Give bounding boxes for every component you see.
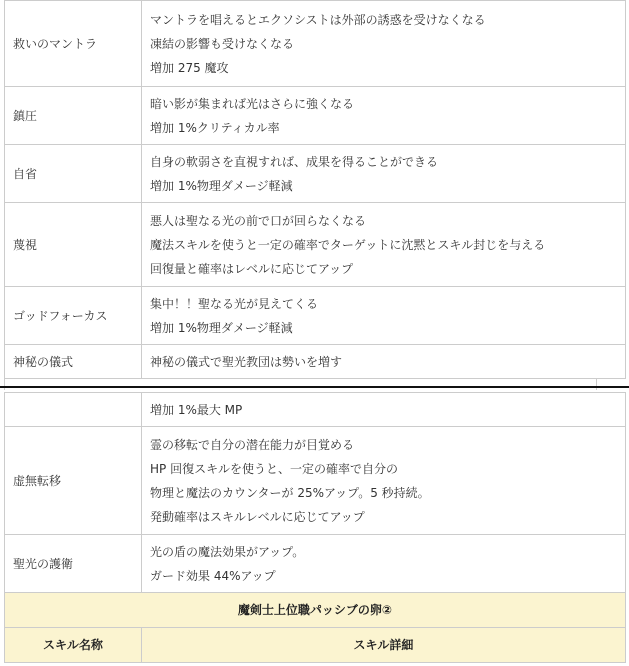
skill-row [5,345,626,379]
skill-detail-line: 魔法スキルを使うと一定の確率でターゲットに沈黙とスキル封じを与える [150,237,546,252]
skill-row [5,145,626,203]
skill-name: 神秘の儀式 [5,345,142,379]
skill-detail-line: 増加 1%物理ダメージ軽減 [150,320,293,335]
skill-name: 虚無転移 [5,427,142,535]
skill-name: 鎮圧 [5,87,142,145]
skill-detail-line: 神秘の儀式で聖光教団は勢いを増す [150,354,343,369]
skill-detail-line: 回復量と確率はレベルに応じてアップ [150,261,354,276]
skill-detail-line: 発動確率はスキルレベルに応じてアップ [150,509,365,524]
skill-detail-line: 悪人は聖なる光の前で口が回らなくなる [150,213,367,228]
skill-table-top [4,0,626,379]
table-header-row [5,628,626,663]
skill-detail-line: 増加 1%最大 MP [150,402,243,417]
skill-name: 救いのマントラ [5,1,142,87]
section-title: 魔剣士上位職パッシブの卵② [5,593,626,628]
skill-name: 蔑視 [5,203,142,287]
skill-detail-line: HP 回復スキルを使うと、一定の確率で自分の [150,461,398,476]
skill-detail-line: 自身の軟弱さを直視すれば、成果を得ることができる [150,154,439,169]
skill-row [5,287,626,345]
skill-detail [142,87,626,145]
skill-table-bottom [4,392,626,663]
page-break-divider [0,386,629,388]
header-skill-name: スキル名称 [5,628,142,663]
skill-detail [142,287,626,345]
skill-row [5,1,626,87]
skill-name: 聖光の護衛 [5,535,142,593]
table-edge-left [4,378,5,390]
skill-row [5,393,626,427]
skill-name: ゴッドフォーカス [5,287,142,345]
skill-detail [142,427,626,535]
skill-row [5,535,626,593]
skill-row [5,203,626,287]
skill-detail-line: 霊の移転で自分の潜在能力が目覚める [150,437,355,452]
skill-detail-line: 増加 1%物理ダメージ軽減 [150,178,293,193]
skill-detail [142,203,626,287]
skill-detail [142,535,626,593]
skill-detail [142,345,626,379]
skill-detail [142,145,626,203]
skill-row [5,427,626,535]
table-edge-right [596,378,597,390]
skill-detail [142,393,626,427]
skill-detail-line: 光の盾の魔法効果がアップ。 [150,544,305,559]
skill-detail-line: 暗い影が集まれば光はさらに強くなる [150,96,355,111]
skill-name [5,393,142,427]
skill-detail-line: 凍結の影響も受けなくなる [150,36,295,51]
section-title-row [5,593,626,628]
skill-detail [142,1,626,87]
skill-detail-line: マントラを唱えるとエクソシストは外部の誘惑を受けなくなる [150,12,486,27]
skill-detail-line: ガード効果 44%アップ [150,568,276,583]
header-skill-detail: スキル詳細 [142,628,626,663]
skill-detail-line: 物理と魔法のカウンターが 25%アップ。5 秒持続。 [150,485,430,500]
skill-table-bottom-body [5,393,626,593]
skill-detail-line: 増加 275 魔攻 [150,60,229,75]
skill-row [5,87,626,145]
skill-table-top-body [5,1,626,379]
skill-detail-line: 増加 1%クリティカル率 [150,120,280,135]
skill-detail-line: 集中！！聖なる光が見えてくる [150,296,319,311]
skill-name: 自省 [5,145,142,203]
